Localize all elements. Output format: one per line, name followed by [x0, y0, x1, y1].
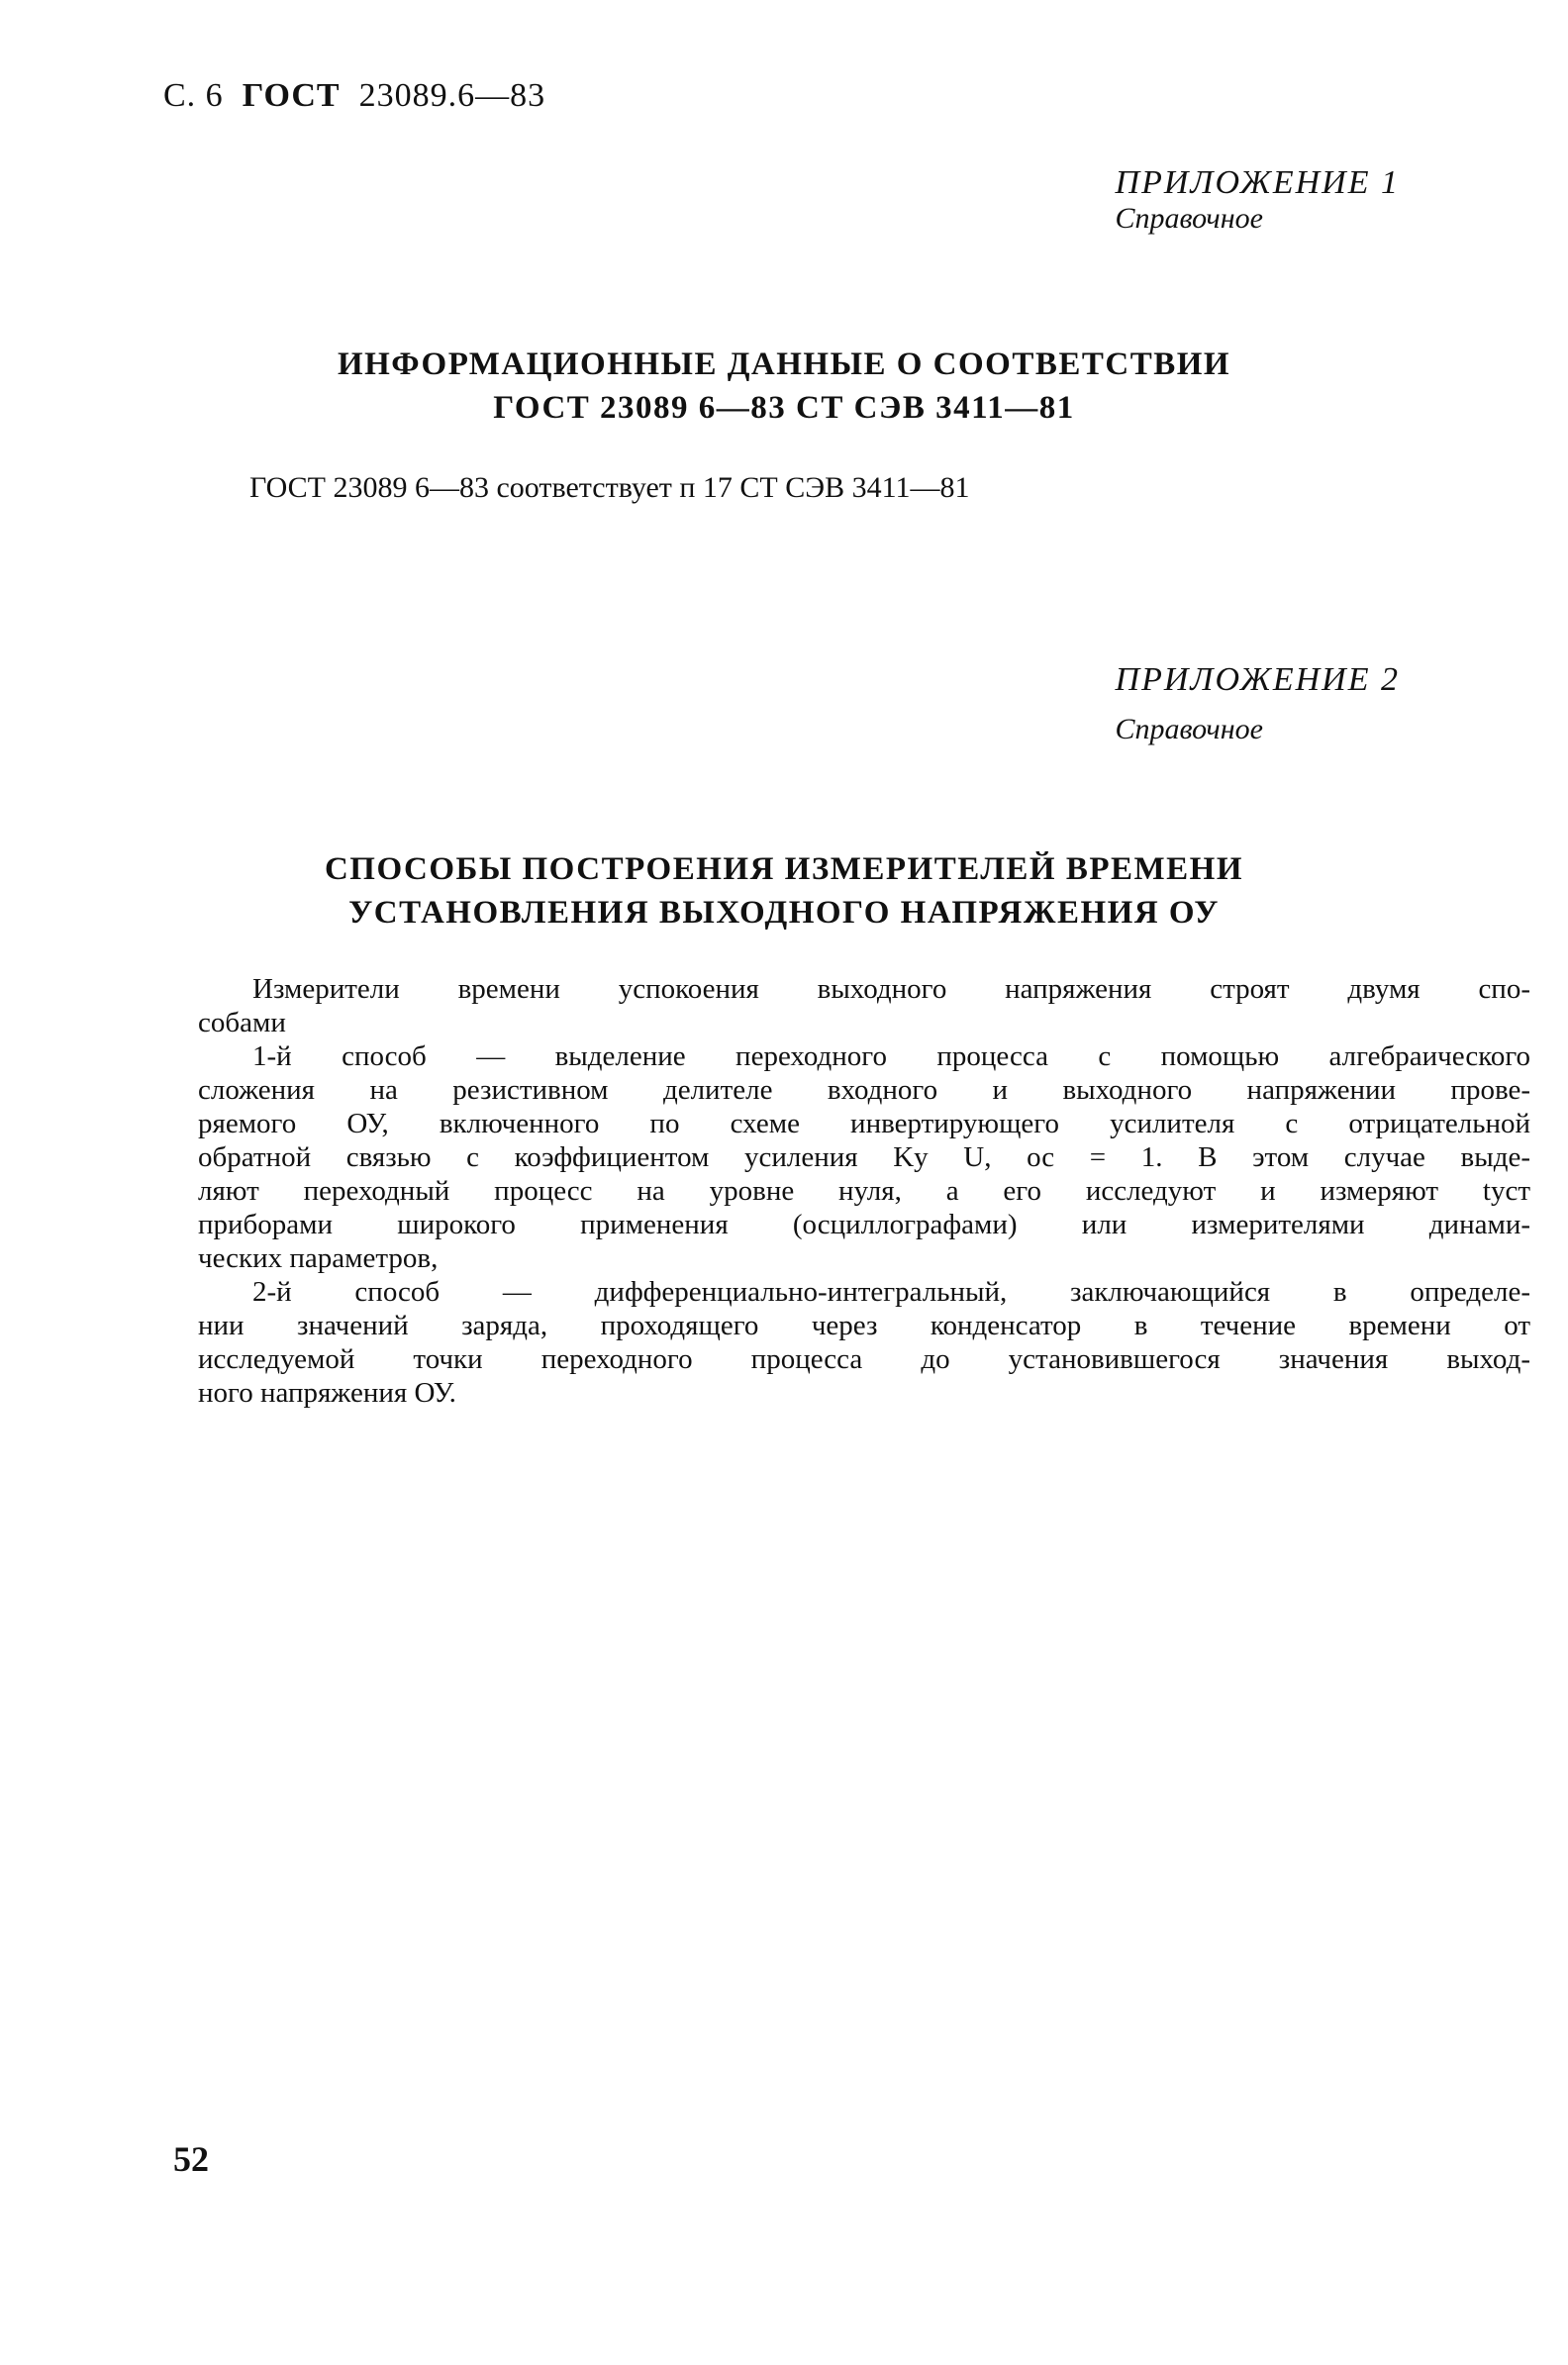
appendix-2-title: ПРИЛОЖЕНИЕ 2: [1115, 661, 1400, 698]
body-line: 1-й способ — выделение переходного процесса с помощью алгебраического: [252, 1040, 1530, 1072]
appendix-2-label: [1116, 661, 1400, 746]
body-line: Измерители времени успокоения выходного напряжения строят двумя спо-: [252, 973, 1530, 1005]
page-number: 52: [173, 2139, 209, 2179]
section-2-title-line: УСТАНОВЛЕНИЯ ВЫХОДНОГО НАПРЯЖЕНИЯ ОУ: [348, 895, 1220, 931]
body-line: 2-й способ — дифференциально-интегральный, заключающийся в определе-: [252, 1276, 1530, 1308]
page-label: С. 6: [163, 77, 224, 114]
section-1-title-line: ГОСТ 23089 6—83 СТ СЭВ 3411—81: [493, 390, 1075, 426]
body-line: ляют переходный процесс на уровне нуля, а его исследуют и измеряют tуст: [198, 1175, 1530, 1207]
appendix-1-subtitle: Справочное: [1115, 202, 1263, 235]
body-line: ного напряжения ОУ.: [198, 1377, 456, 1409]
body-line: собами: [198, 1007, 286, 1038]
page-header: [163, 77, 545, 115]
body-line: исследуемой точки переходного процесса до установившегося значения выход-: [198, 1343, 1530, 1375]
body-line: сложения на резистивном делителе входного и выходного напряжении прове-: [198, 1074, 1530, 1106]
standard-number: 23089.6—83: [358, 77, 546, 114]
section-2-title-line: СПОСОБЫ ПОСТРОЕНИЯ ИЗМЕРИТЕЛЕЙ ВРЕМЕНИ: [324, 851, 1244, 887]
body-line: ряемого ОУ, включенного по схеме инвертирующего усилителя с отрицательной: [198, 1108, 1530, 1139]
body-line: обратной связью с коэффициентом усиления Kу U, ос = 1. В этом случае выде-: [198, 1141, 1530, 1173]
body-line: приборами широкого применения (осциллографами) или измерителями динами-: [198, 1209, 1530, 1240]
appendix-2-subtitle: Справочное: [1115, 713, 1263, 745]
section-2-title: [0, 847, 1568, 935]
standard-label: ГОСТ: [242, 77, 341, 114]
section-1-title-line: ИНФОРМАЦИОННЫЕ ДАННЫЕ О СООТВЕТСТВИИ: [337, 346, 1231, 382]
appendix-1-title: ПРИЛОЖЕНИЕ 1: [1115, 164, 1400, 201]
section-1-title: [0, 343, 1568, 430]
body-line: нии значений заряда, проходящего через конденсатор в течение времени от: [198, 1310, 1530, 1341]
appendix-1-label: [1116, 164, 1400, 236]
body-line: ческих параметров,: [198, 1242, 439, 1274]
section-1-text: ГОСТ 23089 6—83 соответствует п 17 СТ СЭВ 3411—81: [249, 471, 970, 504]
section-2-body: [198, 972, 1530, 1410]
